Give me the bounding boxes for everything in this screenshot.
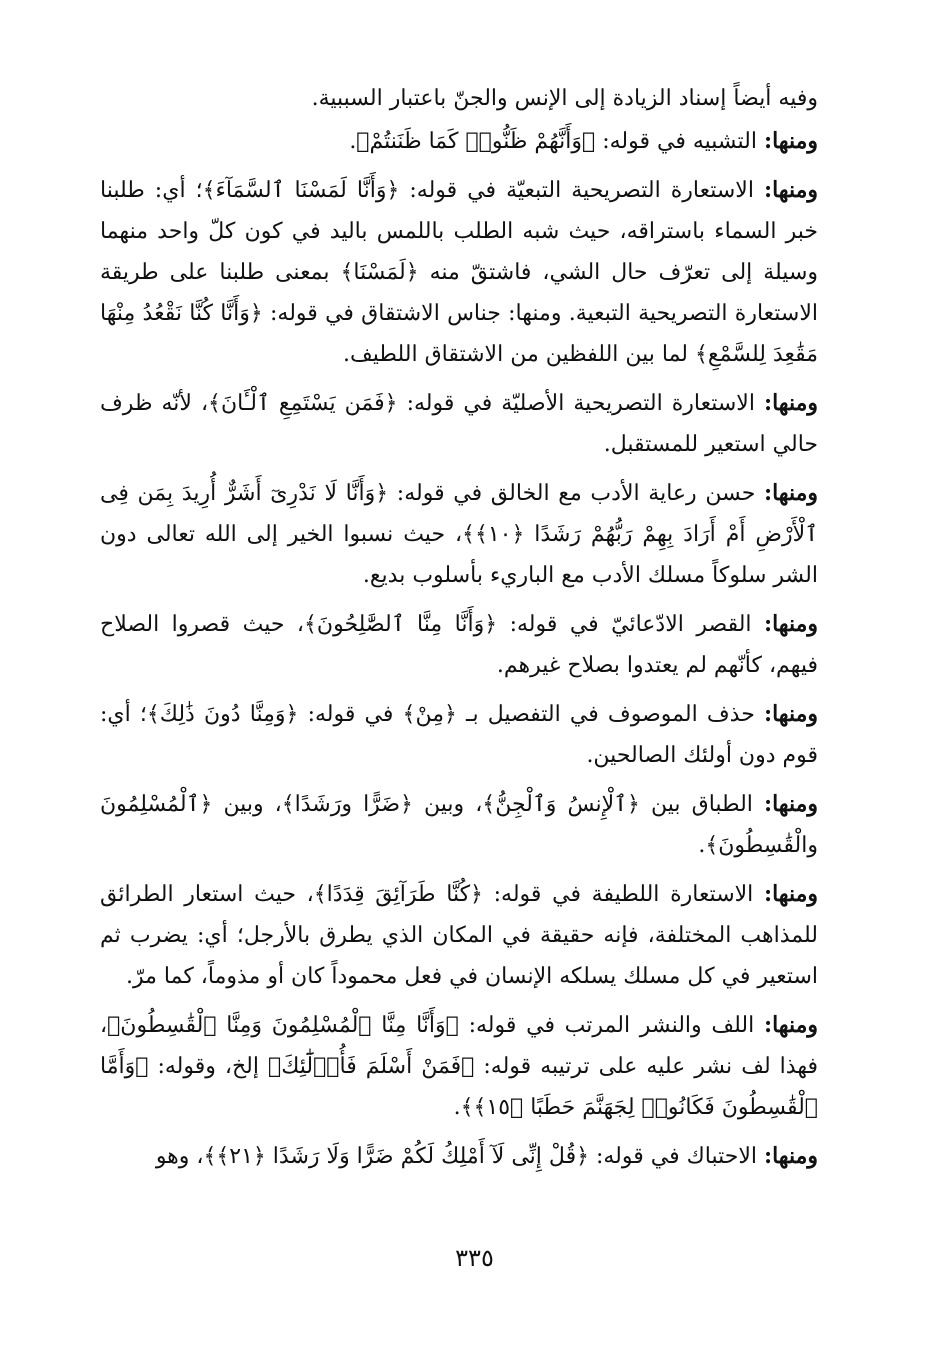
paragraph-3 xyxy=(100,170,818,375)
paragraph-text: الاحتباك في قوله: ﴿قُلْ إِنِّى لَآ أَمْلِكُ لَكُمْ ضَرًّا وَلَا رَشَدًا ﴿٢١﴾﴾، وهو xyxy=(155,1144,764,1169)
paragraph-5 xyxy=(100,473,818,596)
paragraph-lead: ومنها: xyxy=(763,1012,818,1038)
paragraph-text: القصر الادّعائيّ في قوله: ﴿وَأَنَّا مِنَّا ٱلصَّٰلِحُونَ﴾، حيث قصروا الصلاح فيهم، كأنّهم لم يعتدوا بصلاح غيرهم. xyxy=(100,612,818,678)
paragraph-text: الاستعارة اللطيفة في قوله: ﴿كُنَّا طَرَآئِقَ قِدَدًا﴾، حيث استعار الطرائق للمذاهب المختلفة، فإنه حقيقة في المكان الذي يطرق بالأرجل؛ أي: يضرب ثم استعير في كل مسلك يسلكه الإنسان في فعل محموداً كان أو مذوماً، كما مرّ. xyxy=(100,882,818,989)
paragraph-2 xyxy=(100,121,818,162)
paragraph-lead: ومنها: xyxy=(763,701,818,727)
paragraph-6 xyxy=(100,604,818,686)
paragraph-1 xyxy=(100,78,818,119)
paragraph-text: الاستعارة التصريحية التبعيّة في قوله: ﴿وَأَنَّا لَمَسْنَا ٱلسَّمَآءَ﴾؛ أي: طلبنا خبر السماء باستراقه، حيث شبه الطلب باللمس باليد في كون كلّ واحد منهما وسيلة إلى تعرّف حال الشي، فاشتقّ منه ﴿لَمَسْنَا﴾ بمعنى طلبنا على طريقة الاستعارة التصريحية التبعية. ومنها: جناس الاشتقاق في قوله: ﴿وَأَنَّا كُنَّا نَقْعُدُ مِنْهَا مَقَٰعِدَ لِلسَّمْعِ﴾ لما بين اللفظين من الاشتقاق اللطيف. xyxy=(100,178,818,367)
paragraph-lead: ومنها: xyxy=(763,128,818,154)
paragraph-8 xyxy=(100,784,818,866)
paragraph-lead: ومنها: xyxy=(763,480,818,506)
page-number: ٣٣٥ xyxy=(455,1244,494,1272)
paragraph-10 xyxy=(100,1005,818,1128)
paragraph-lead: ومنها: xyxy=(763,611,818,637)
paragraph-11 xyxy=(100,1136,818,1177)
paragraph-lead: ومنها: xyxy=(763,1143,818,1169)
page-body xyxy=(100,78,818,1185)
paragraph-4 xyxy=(100,383,818,465)
paragraph-text: الطباق بين ﴿ٱلْإِنسُ وَٱلْجِنُّ﴾، وبين ﴿ضَرًّا ورَشَدًا﴾، وبين ﴿ٱلْمُسْلِمُونَ والْقَٰسِطُونَ﴾. xyxy=(100,792,818,858)
paragraph-lead: ومنها: xyxy=(763,390,818,416)
paragraph-lead: ومنها: xyxy=(763,881,818,907)
paragraph-text: حسن رعاية الأدب مع الخالق في قوله: ﴿وَأَنَّا لَا نَدْرِىٓ أَشَرٌّ أُرِيدَ بِمَن فِى ٱلْأَرْضِ أَمْ أَرَادَ بِهِمْ رَبُّهُمْ رَشَدًا ﴿١٠﴾﴾، حيث نسبوا الخير إلى الله تعالى دون الشر سلوكاً مسلك الأدب مع الباريء بأسلوب بديع. xyxy=(100,481,819,588)
paragraph-7 xyxy=(100,694,818,776)
paragraph-text: التشبيه في قوله: ﴿وَأَنَّهُمْ ظَنُّوا۟ كَمَا ظَنَنتُمْ﴾. xyxy=(349,129,764,154)
paragraph-9 xyxy=(100,874,818,997)
paragraph-text: الاستعارة التصريحية الأصليّة في قوله: ﴿فَمَن يَسْتَمِعِ ٱلْـَٔانَ﴾، لأنّه ظرف حالي استعير للمستقبل. xyxy=(100,391,818,457)
paragraph-text: اللف والنشر المرتب في قوله: ﴿وَأَنَّا مِنَّا ٱلْمُسْلِمُونَ وَمِنَّا ٱلْقَٰسِطُونَ﴾، فهذا لف نشر عليه على ترتيبه قوله: ﴿فَمَنْ أَسْلَمَ فَأُو۟لَٰٓئِكَ﴾ إلخ، وقوله: ﴿وَأَمَّا ٱلْقَٰسِطُونَ فَكَانُوا۟ لِجَهَنَّمَ حَطَبًا ﴿١٥﴾﴾. xyxy=(100,1013,818,1120)
paragraph-text: حذف الموصوف في التفصيل بـ ﴿مِنْ﴾ في قوله: ﴿وَمِنَّا دُونَ ذَٰلِكَ﴾؛ أي: قوم دون أولئك الصالحين. xyxy=(100,702,818,768)
paragraph-lead: ومنها: xyxy=(763,177,818,203)
paragraph-text: وفيه أيضاً إسناد الزيادة إلى الإنس والجنّ باعتبار السببية. xyxy=(311,86,818,111)
paragraph-lead: ومنها: xyxy=(763,791,818,817)
